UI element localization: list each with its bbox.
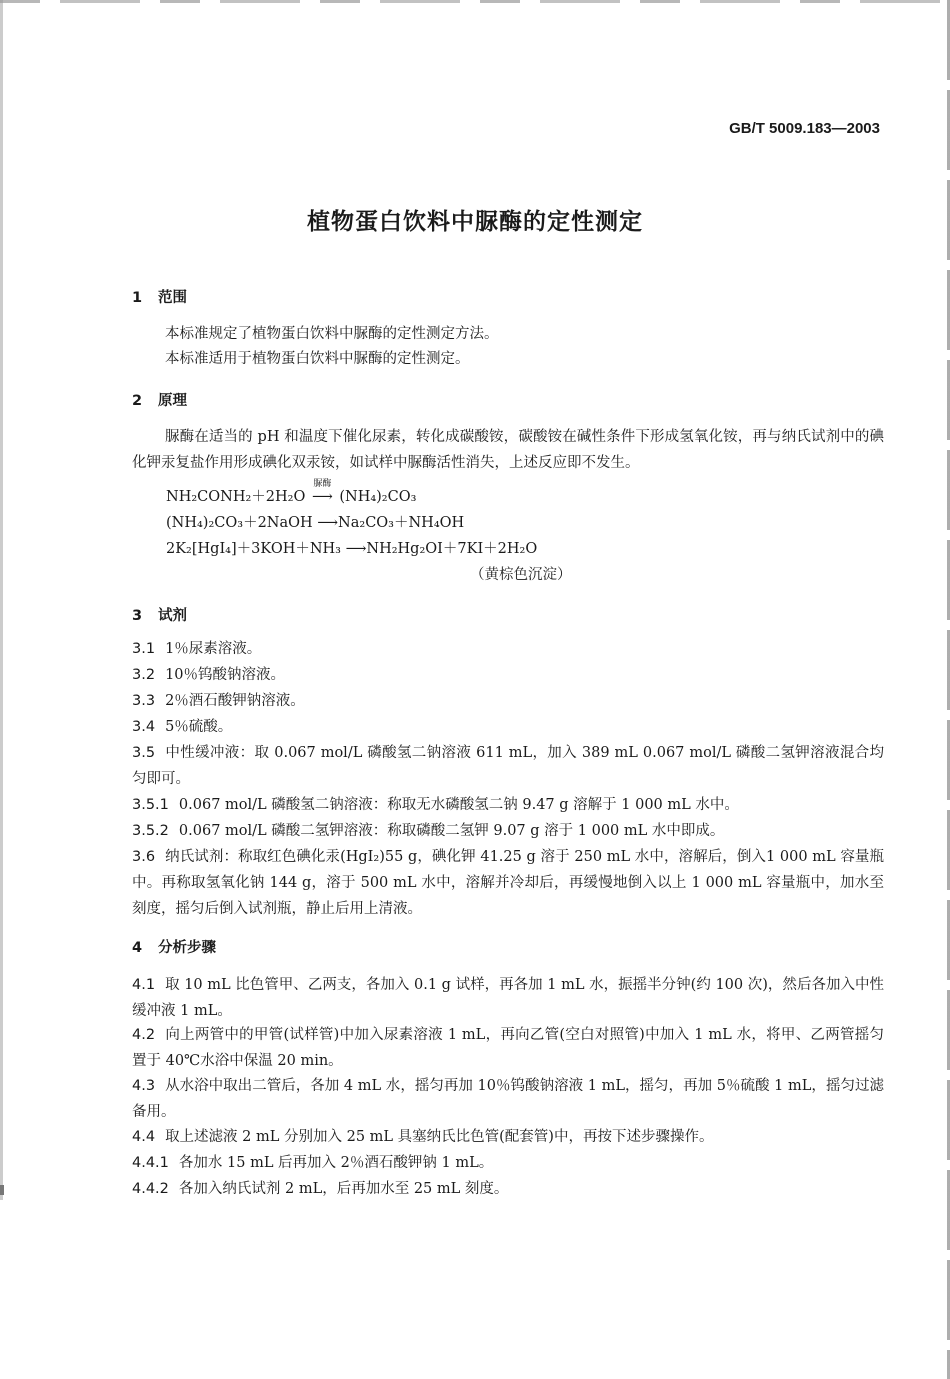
scan-edge-left — [0, 0, 3, 1200]
section-title: 原理 — [158, 393, 187, 409]
formula-1-right: (NH₄)₂CO₃ — [339, 489, 417, 505]
formula-1-left: NH₂CONH₂＋2H₂O — [166, 489, 306, 505]
item-text: 中性缓冲液：取 0.067 mol/L 磷酸氢二钠溶液 611 mL，加入 389 mL 0.067 mol/L 磷酸二氢钾溶液混合均匀即可。 — [132, 745, 884, 787]
scan-edge-top — [0, 0, 950, 3]
section-title: 试剂 — [158, 608, 187, 624]
item-text: 各加入纳氏试剂 2 mL，后再加水至 25 mL 刻度。 — [178, 1181, 509, 1197]
document-title: 植物蛋白饮料中脲酶的定性测定 — [307, 209, 643, 235]
item-text: 5％硫酸。 — [165, 719, 233, 735]
reagent-item — [132, 792, 884, 818]
step-item — [132, 1124, 884, 1150]
section-1-heading — [132, 286, 187, 307]
reagent-item — [132, 714, 884, 740]
item-number: 3.6 — [132, 849, 156, 865]
formula-1 — [166, 479, 417, 506]
section-3-heading — [132, 604, 187, 625]
section-number: 4 — [132, 940, 143, 956]
item-text: 2％酒石酸钾钠溶液。 — [165, 693, 305, 709]
section-number: 1 — [132, 290, 143, 306]
section-1-para-1: 本标准规定了植物蛋白饮料中脲酶的定性测定方法。 — [165, 326, 499, 342]
step-item-cut — [132, 1176, 884, 1197]
step-item — [132, 1073, 884, 1125]
formula-3: 2K₂[HgI₄]＋3KOH＋NH₃ ⟶NH₂Hg₂OI＋7KI＋2H₂O — [166, 541, 538, 557]
item-number: 3.5 — [132, 745, 156, 761]
formula-3-note: （黄棕色沉淀） — [470, 567, 572, 583]
formula-2: (NH₄)₂CO₃＋2NaOH ⟶Na₂CO₃＋NH₄OH — [166, 515, 465, 531]
reagent-item — [132, 818, 884, 844]
step-item — [132, 1150, 884, 1176]
section-number: 3 — [132, 608, 143, 624]
item-text: 10％钨酸钠溶液。 — [165, 667, 286, 683]
item-text: 0.067 mol/L 磷酸氢二钠溶液：称取无水磷酸氢二钠 9.47 g 溶解于 1 000 mL 水中。 — [178, 797, 739, 813]
item-number: 4.4 — [132, 1129, 156, 1145]
item-text: 1％尿素溶液。 — [165, 641, 262, 657]
item-text: 0.067 mol/L 磷酸二氢钾溶液：称取磷酸二氢钾 9.07 g 溶于 1 000 mL 水中即成。 — [178, 823, 725, 839]
reagent-item — [132, 662, 884, 688]
step-item — [132, 1022, 884, 1074]
scan-mark — [0, 1185, 4, 1195]
item-number: 4.1 — [132, 977, 156, 993]
item-text: 取上述滤液 2 mL 分别加入 25 mL 具塞纳氏比色管(配套管)中，再按下述步骤操作。 — [165, 1129, 714, 1145]
section-4-heading — [132, 936, 216, 957]
item-number: 4.3 — [132, 1078, 156, 1094]
item-number: 4.4.2 — [132, 1181, 169, 1197]
arrow-icon: 脲酶 ⟶ — [305, 489, 339, 505]
step-item — [132, 972, 884, 1024]
item-number: 4.2 — [132, 1027, 156, 1043]
item-number: 3.4 — [132, 719, 156, 735]
section-title: 分析步骤 — [158, 940, 216, 956]
item-number: 3.1 — [132, 641, 156, 657]
item-text: 从水浴中取出二管后，各加 4 mL 水，摇匀再加 10％钨酸钠溶液 1 mL，摇匀，再加 5％硫酸 1 mL，摇匀过滤备用。 — [132, 1078, 884, 1120]
item-number: 3.2 — [132, 667, 156, 683]
arrow-label: 脲酶 — [313, 479, 332, 489]
section-2-heading — [132, 389, 187, 410]
standard-code: GB/T 5009.183—2003 — [729, 120, 880, 137]
item-number: 3.3 — [132, 693, 156, 709]
item-number: 4.4.1 — [132, 1155, 169, 1171]
reagent-item — [132, 636, 884, 662]
item-number: 3.5.2 — [132, 823, 169, 839]
section-1-para-2: 本标准适用于植物蛋白饮料中脲酶的定性测定。 — [165, 351, 470, 367]
reagent-item — [132, 740, 884, 792]
item-number: 3.5.1 — [132, 797, 169, 813]
section-title: 范围 — [158, 290, 187, 306]
reagent-item — [132, 688, 884, 714]
item-text: 纳氏试剂：称取红色碘化汞(HgI₂)55 g，碘化钾 41.25 g 溶于 250 mL 水中，溶解后，倒入1 000 mL 容量瓶中。再称取氢氧化钠 144 g，溶于 500 mL 水中，溶解并冷却后，再缓慢地倒入以上 1 000 mL 容量瓶中，加水至刻度，摇匀后倒入试剂瓶，静止后用上清液。 — [132, 849, 884, 917]
item-text: 各加水 15 mL 后再加入 2％酒石酸钾钠 1 mL。 — [178, 1155, 494, 1171]
item-text: 向上两管中的甲管(试样管)中加入尿素溶液 1 mL，再向乙管(空白对照管)中加入 1 mL 水，将甲、乙两管摇匀置于 40℃水浴中保温 20 min。 — [132, 1027, 884, 1069]
section-2-principle: 脲酶在适当的 pH 和温度下催化尿素，转化成碳酸铵，碳酸铵在碱性条件下形成氢氧化铵，再与纳氏试剂中的碘化钾汞复盐作用形成碘化双汞铵，如试样中脲酶活性消失，上述反应即不发生。 — [132, 429, 884, 471]
item-text: 取 10 mL 比色管甲、乙两支，各加入 0.1 g 试样，再各加 1 mL 水，振摇半分钟(约 100 次)，然后各加入中性缓冲液 1 mL。 — [132, 977, 884, 1019]
section-number: 2 — [132, 393, 143, 409]
reagent-item — [132, 844, 884, 922]
